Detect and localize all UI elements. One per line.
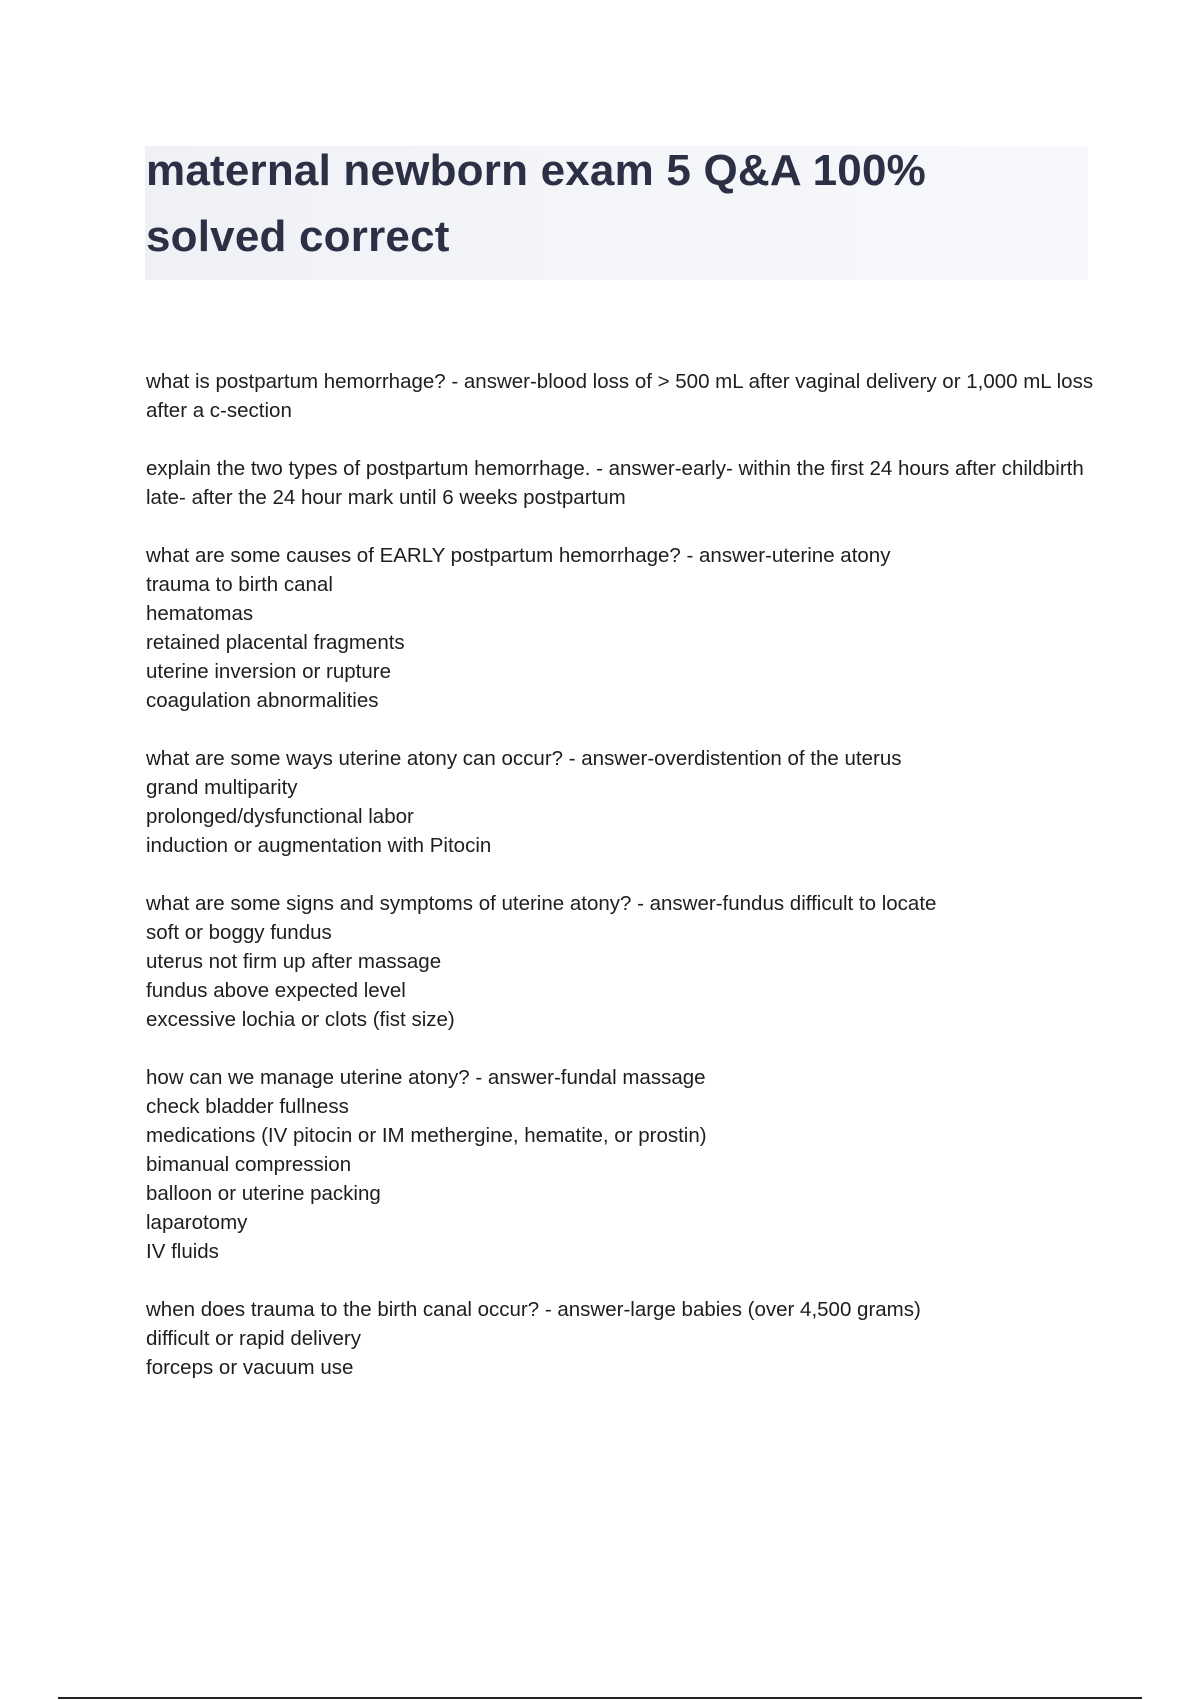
- qa-question-line: what are some signs and symptoms of uterine atony? - answer-fundus difficult to locate: [146, 892, 937, 915]
- qa-answer-line: induction or augmentation with Pitocin: [146, 834, 492, 857]
- qa-question-line: when does trauma to the birth canal occur? - answer-large babies (over 4,500 grams): [146, 1298, 921, 1321]
- qa-question-line: what are some ways uterine atony can occur? - answer-overdistention of the uterus: [146, 747, 902, 770]
- footer-divider: [58, 1697, 1142, 1699]
- qa-question-line: explain the two types of postpartum hemorrhage. - answer-early- within the first 24 hours after childbirth: [146, 457, 1084, 480]
- qa-answer-line: laparotomy: [146, 1211, 248, 1234]
- qa-question-line: what is postpartum hemorrhage? - answer-blood loss of > 500 mL after vaginal delivery or 1,000 mL loss after a c-section: [146, 370, 1094, 422]
- qa-answer-line: late- after the 24 hour mark until 6 weeks postpartum: [146, 486, 626, 509]
- qa-answer-line: IV fluids: [146, 1240, 219, 1263]
- qa-answer-line: uterine inversion or rupture: [146, 660, 391, 683]
- qa-answer-line: trauma to birth canal: [146, 573, 333, 596]
- qa-answer-line: check bladder fullness: [146, 1095, 349, 1118]
- qa-item: [146, 1295, 1096, 1382]
- qa-item: [146, 541, 1096, 715]
- qa-answer-line: medications (IV pitocin or IM methergine, hematite, or prostin): [146, 1124, 707, 1147]
- qa-answer-line: soft or boggy fundus: [146, 921, 332, 944]
- qa-answer-line: grand multiparity: [146, 776, 298, 799]
- document-title: maternal newborn exam 5 Q&A 100% solved correct: [146, 146, 926, 261]
- qa-answer-line: forceps or vacuum use: [146, 1356, 354, 1379]
- qa-answer-line: uterus not firm up after massage: [146, 950, 442, 973]
- qa-item: [146, 454, 1096, 512]
- qa-item: [146, 367, 1096, 425]
- qa-item: [146, 1063, 1096, 1266]
- qa-answer-line: hematomas: [146, 602, 254, 625]
- qa-answer-line: coagulation abnormalities: [146, 689, 379, 712]
- qa-answer-line: balloon or uterine packing: [146, 1182, 381, 1205]
- qa-answer-line: difficult or rapid delivery: [146, 1327, 361, 1350]
- qa-answer-line: prolonged/dysfunctional labor: [146, 805, 414, 828]
- qa-answer-line: excessive lochia or clots (fist size): [146, 1008, 455, 1031]
- qa-question-line: how can we manage uterine atony? - answer-fundal massage: [146, 1066, 706, 1089]
- qa-item: [146, 889, 1096, 1034]
- qa-question-line: what are some causes of EARLY postpartum hemorrhage? - answer-uterine atony: [146, 544, 891, 567]
- qa-answer-line: bimanual compression: [146, 1153, 352, 1176]
- qa-answer-line: fundus above expected level: [146, 979, 406, 1002]
- qa-list: [146, 367, 1096, 1411]
- qa-answer-line: retained placental fragments: [146, 631, 405, 654]
- qa-item: [146, 744, 1096, 860]
